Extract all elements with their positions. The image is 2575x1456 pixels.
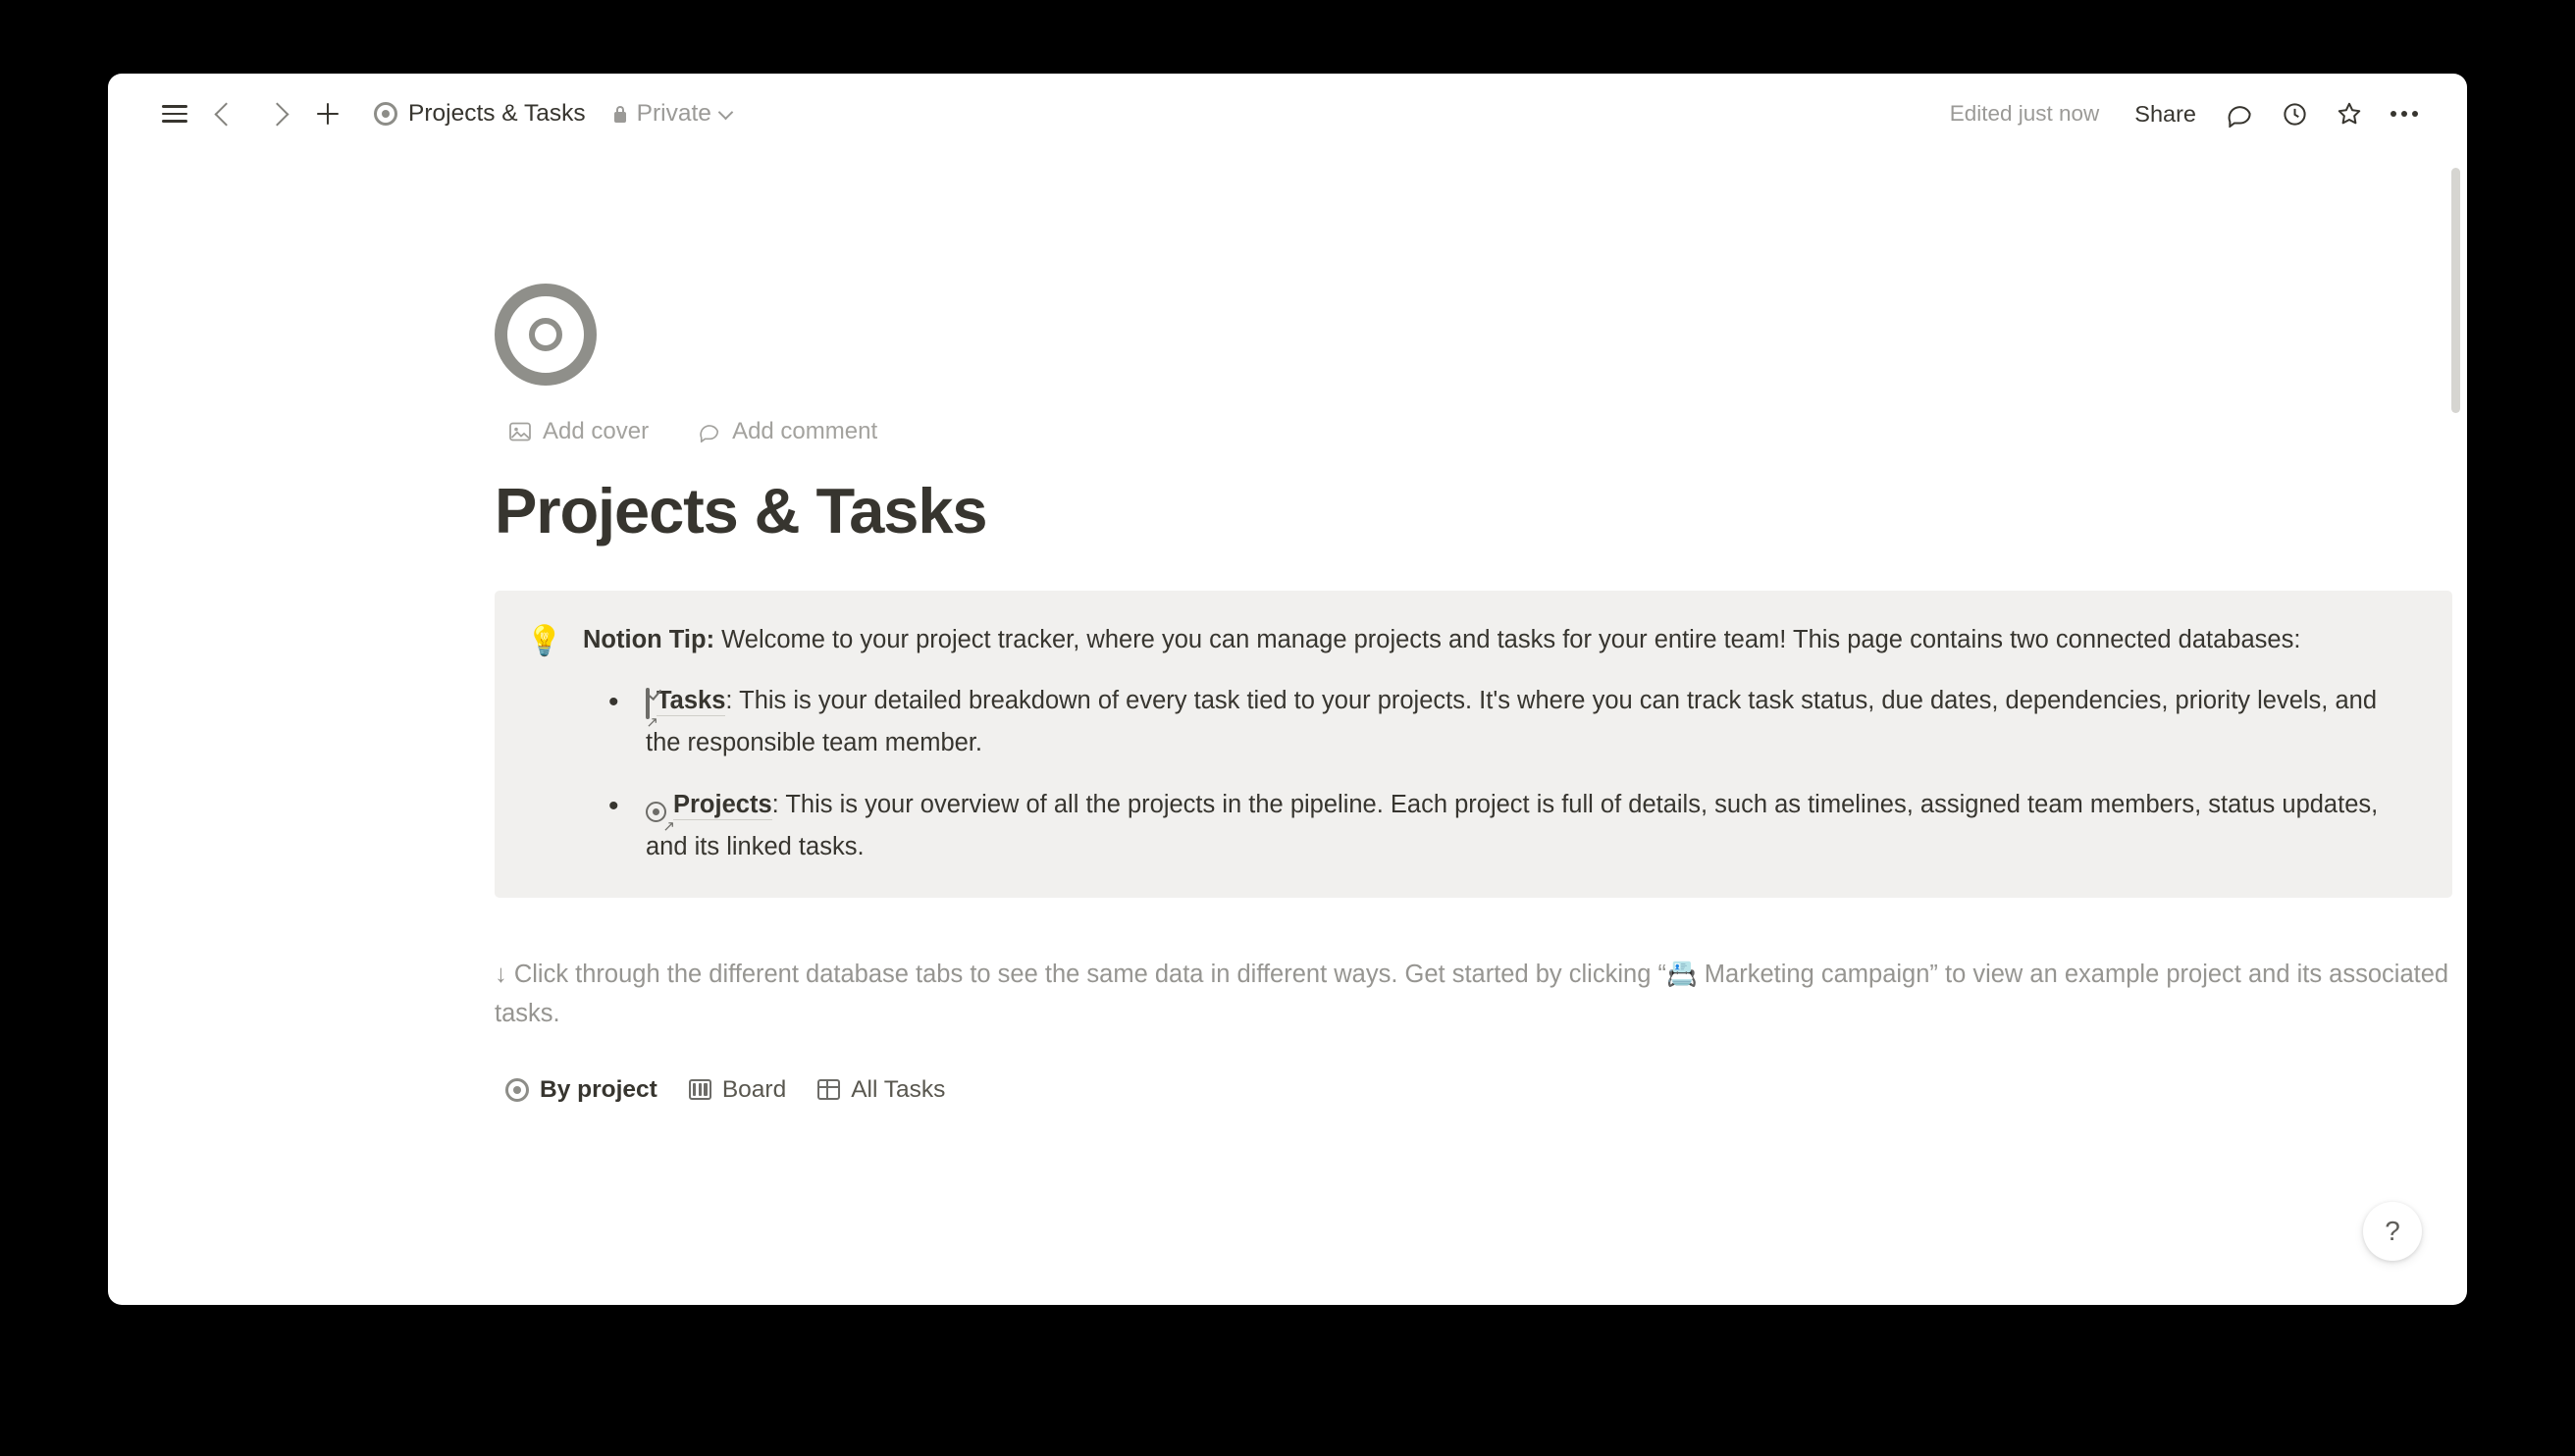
sidebar-toggle-button[interactable] <box>149 88 200 139</box>
list-item <box>646 785 2417 867</box>
image-icon <box>508 421 532 442</box>
tasks-description: : This is your detailed breakdown of every task tied to your projects. It's where you can track task status, due dates, dependencies, priority levels, and the responsible team member. <box>646 687 2378 757</box>
add-cover-button[interactable] <box>500 413 657 450</box>
share-button[interactable]: Share <box>2134 100 2196 127</box>
page-scroll-area <box>108 154 2467 1305</box>
notion-window <box>108 74 2467 1305</box>
chevron-right-icon <box>265 102 289 126</box>
tasks-link-label: Tasks <box>657 687 726 715</box>
page-icon[interactable] <box>495 284 597 386</box>
callout-list <box>583 681 2417 866</box>
projects-description: : This is your overview of all the projects in the pipeline. Each project is full of details, such as timelines, assigned team members, status updates, and its linked tasks. <box>646 790 2379 860</box>
checkbox-link-icon: • ↗ <box>646 684 650 723</box>
database-view-tabs <box>495 1069 2269 1111</box>
chevron-down-icon <box>718 104 734 120</box>
hint-paragraph: ↓ Click through the different database tabs to see the same data in different ways. Get started by clicking “📇 Marketing campaign” to view an example project and its associated tasks. <box>495 961 2449 1028</box>
target-icon <box>505 1078 529 1102</box>
content-column <box>306 284 2449 1111</box>
top-bar-right <box>1938 88 2430 139</box>
privacy-label: Private <box>636 100 711 127</box>
target-link-icon: • ↗ <box>646 788 666 827</box>
comment-icon <box>2227 101 2253 128</box>
vertical-scrollbar[interactable] <box>2451 168 2460 413</box>
add-comment-button[interactable] <box>690 413 885 450</box>
comments-button[interactable] <box>2214 88 2265 139</box>
breadcrumb-title: Projects & Tasks <box>408 100 586 127</box>
more-options-button[interactable] <box>2379 88 2430 139</box>
star-icon <box>2336 100 2363 128</box>
tab-board[interactable] <box>678 1069 797 1111</box>
privacy-selector[interactable] <box>604 94 740 133</box>
add-cover-label: Add cover <box>543 418 650 444</box>
lightbulb-icon: 💡 <box>526 624 563 657</box>
help-button[interactable]: ? <box>2363 1202 2422 1261</box>
hamburger-icon <box>162 105 187 123</box>
callout-lead-label: Notion Tip: <box>583 625 715 653</box>
top-bar <box>108 74 2467 154</box>
page-meta-actions <box>500 413 2269 450</box>
tab-label: All Tasks <box>851 1075 946 1103</box>
clock-icon <box>2282 101 2308 128</box>
more-horizontal-icon <box>2391 111 2418 117</box>
favorite-button[interactable] <box>2324 88 2375 139</box>
list-item <box>646 681 2417 763</box>
tasks-database-link[interactable] <box>646 687 726 732</box>
callout-block[interactable] <box>495 591 2452 898</box>
breadcrumb <box>365 94 740 133</box>
tab-all-tasks[interactable] <box>807 1069 956 1111</box>
page-content <box>108 284 2467 1111</box>
projects-link-label: Projects <box>673 790 772 818</box>
lock-icon <box>613 106 628 123</box>
page-title[interactable]: Projects & Tasks <box>495 475 987 546</box>
target-icon <box>374 102 397 126</box>
add-comment-label: Add comment <box>732 418 878 444</box>
page-history-button[interactable] <box>2269 88 2320 139</box>
table-icon <box>817 1079 840 1100</box>
plus-icon <box>317 103 339 125</box>
top-bar-left <box>149 88 1938 139</box>
callout-lead-text: Welcome to your project tracker, where you can manage projects and tasks for your entire team! This page contains two connected databases: <box>714 625 2301 653</box>
tab-by-project[interactable] <box>495 1069 668 1111</box>
projects-database-link[interactable] <box>646 790 772 835</box>
board-icon <box>689 1079 711 1100</box>
comment-icon <box>698 421 721 442</box>
tab-label: Board <box>721 1075 787 1103</box>
target-icon-inner <box>520 309 571 360</box>
callout-body <box>583 620 2417 866</box>
forward-button[interactable] <box>251 88 302 139</box>
tab-label: By project <box>540 1075 657 1103</box>
chevron-left-icon <box>214 102 237 126</box>
back-button[interactable] <box>200 88 251 139</box>
breadcrumb-item-projects-tasks[interactable] <box>365 94 595 133</box>
new-page-button[interactable] <box>302 88 353 139</box>
edited-status[interactable]: Edited just now <box>1949 101 2100 126</box>
